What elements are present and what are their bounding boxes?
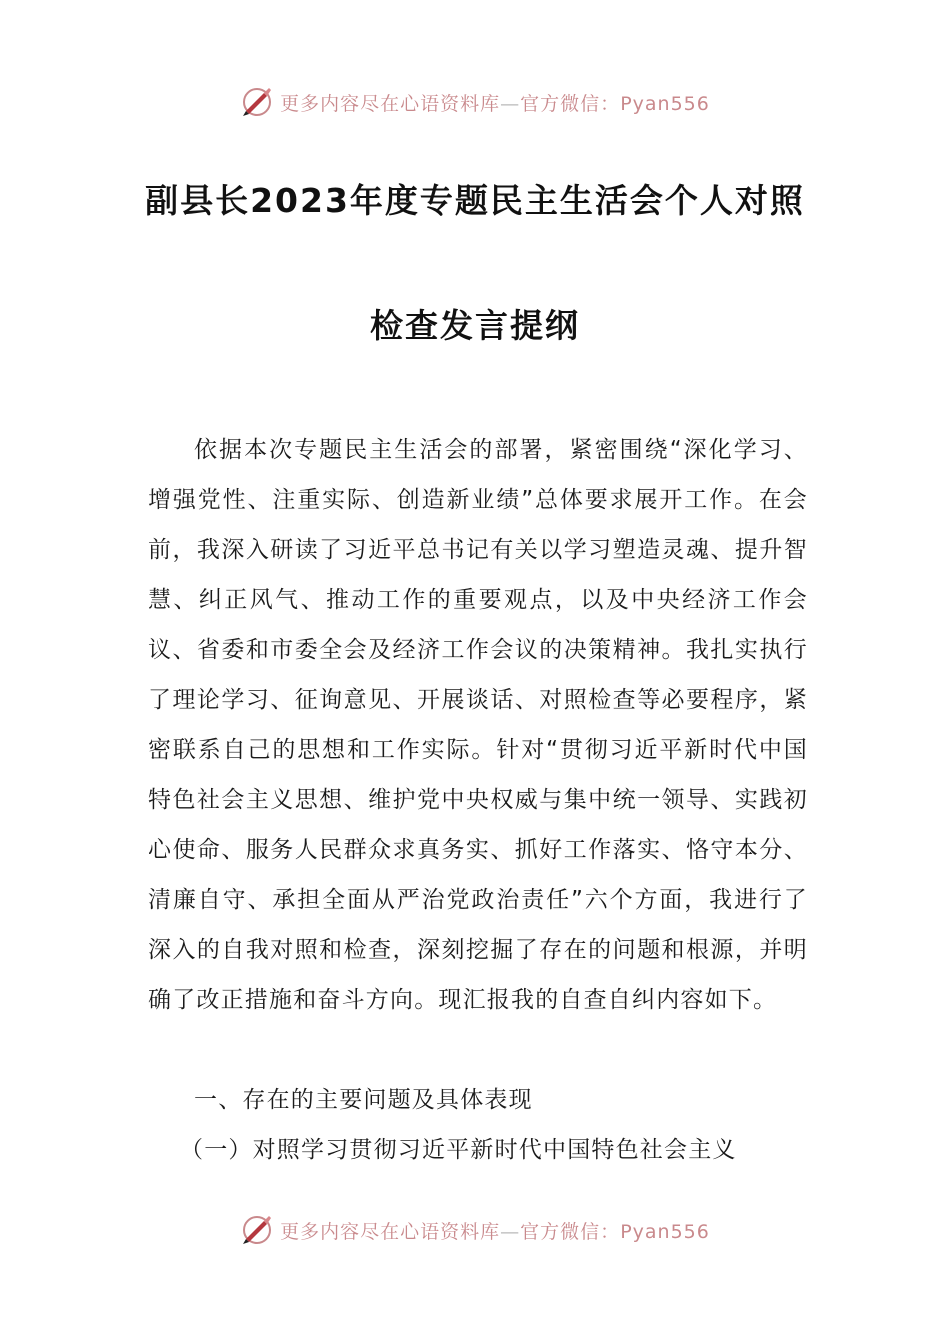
document-title-line-2: 检查发言提纲: [370, 306, 580, 345]
watermark-separator: —: [500, 92, 521, 115]
section-heading: 一、存在的主要问题及具体表现: [194, 1087, 533, 1113]
subsection-heading: （一）对照学习贯彻习近平新时代中国特色社会主义: [180, 1137, 737, 1163]
watermark-prefix: 更多内容尽在心语资料库: [280, 92, 501, 115]
watermark-text: [280, 1217, 710, 1244]
watermark-label: 官方微信：: [520, 92, 621, 115]
watermark-prefix: 更多内容尽在心语资料库: [280, 1220, 501, 1243]
watermark-label: 官方微信：: [520, 1220, 621, 1243]
watermark-banner-top: [0, 82, 950, 122]
watermark-text: [280, 89, 710, 116]
watermark-wechat-id: Pyan556: [620, 1220, 710, 1243]
pen-circle-icon: [240, 85, 274, 119]
pen-circle-icon: [240, 1213, 274, 1247]
body-paragraph: 依据本次专题民主生活会的部署，紧密围绕“深化学习、增强党性、注重实际、创造新业绩”总体要求展开工作。在会前，我深入研读了习近平总书记有关以学习塑造灵魂、提升智慧、纠正风气、推动工作的重要观点，以及中央经济工作会议、省委和市委全会及经济工作会议的决策精神。我扎实执行了理论学习、征询意见、开展谈话、对照检查等必要程序，紧密联系自己的思想和工作实际。针对“贯彻习近平新时代中国特色社会主义思想、维护党中央权威与集中统一领导、实践初心使命、服务人民群众求真务实、抓好工作落实、恪守本分、清廉自守、承担全面从严治党政治责任”六个方面，我进行了深入的自我对照和检查，深刻挖掘了存在的问题和根源，并明确了改正措施和奋斗方向。现汇报我的自查自纠内容如下。: [148, 437, 808, 1013]
watermark-separator: —: [500, 1220, 521, 1243]
watermark-wechat-id: Pyan556: [620, 92, 710, 115]
document-title-line-1: 副县长2023年度专题民主生活会个人对照: [145, 181, 805, 220]
watermark-banner-bottom: [0, 1210, 950, 1250]
